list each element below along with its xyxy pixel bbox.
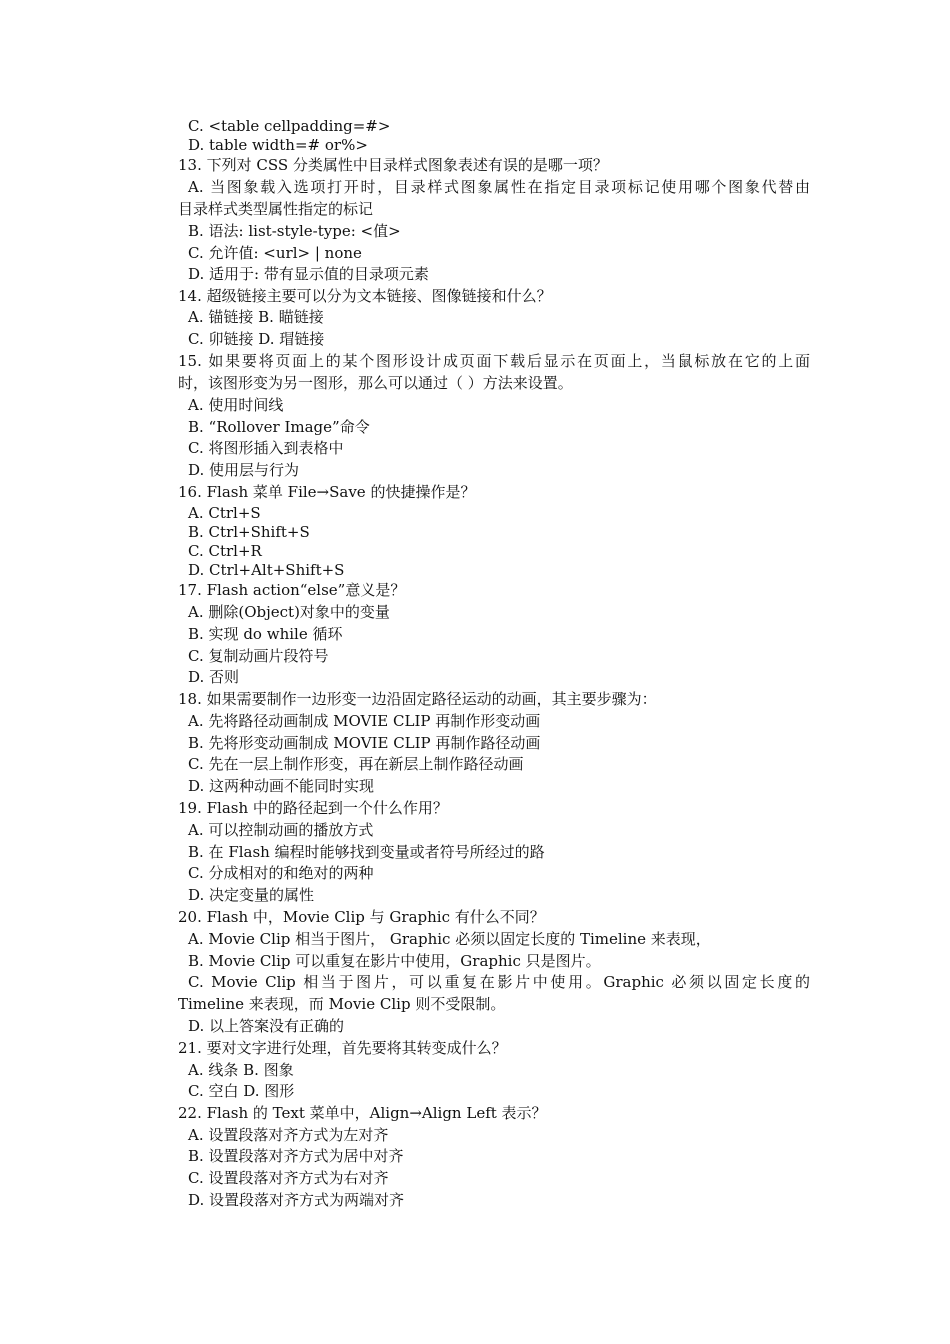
text-line: D. 设置段落对齐方式为两端对齐 <box>188 1191 405 1209</box>
text-line: B. “Rollover Image”命令 <box>188 418 370 436</box>
text-line: A. 可以控制动画的播放方式 <box>188 821 374 839</box>
text-line: C. 分成相对的和绝对的两种 <box>188 864 374 882</box>
text-line: B. Movie Clip 可以重复在影片中使用，Graphic 只是图片。 <box>188 952 601 970</box>
text-line: A. Ctrl+S <box>188 504 261 522</box>
text-line: A. 线条 B. 图象 <box>188 1061 294 1079</box>
text-line: C. 卯链接 D. 瑁链接 <box>188 330 325 348</box>
text-line: 22. Flash 的 Text 菜单中，Align→Align Left 表示？ <box>178 1104 547 1122</box>
text-line: A. 锚链接 B. 瞄链接 <box>188 308 324 326</box>
text-line: A. Movie Clip 相当于图片， Graphic 必须以固定长度的 Timeline 来表现， <box>188 930 711 948</box>
text-line: 19. Flash 中的路径起到一个什么作用？ <box>178 799 448 817</box>
text-line: C. 空白 D. 图形 <box>188 1082 295 1100</box>
text-line: D. table width=# or%> <box>188 136 368 154</box>
text-line: C. Ctrl+R <box>188 542 262 560</box>
text-line: B. 在 Flash 编程时能够找到变量或者符号所经过的路 <box>188 843 545 861</box>
text-line: C. 复制动画片段符号 <box>188 647 329 665</box>
text-line: Timeline 来表现，而 Movie Clip 则不受限制。 <box>178 995 506 1013</box>
text-line: D. 否则 <box>188 668 240 686</box>
text-line: C. Movie Clip 相当于图片，可以重复在影片中使用。Graphic 必须以固定长度的 <box>188 973 810 991</box>
text-line: 17. Flash action“else”意义是？ <box>178 581 406 599</box>
text-line: C. 设置段落对齐方式为右对齐 <box>188 1169 389 1187</box>
text-line: D. 这两种动画不能同时实现 <box>188 777 375 795</box>
text-line: A. 删除(Object)对象中的变量 <box>188 603 390 621</box>
text-line: 21. 要对文字进行处理，首先要将其转变成什么？ <box>178 1039 507 1057</box>
text-line: B. 语法: list-style-type: <值> <box>188 222 401 240</box>
text-line: A. 先将路径动画制成 MOVIE CLIP 再制作形变动画 <box>188 712 541 730</box>
text-line: 13. 下列对 CSS 分类属性中目录样式图象表述有误的是哪一项？ <box>178 156 608 174</box>
text-line: 18. 如果需要制作一边形变一边沿固定路径运动的动画，其主要步骤为： <box>178 690 657 708</box>
text-line: A. 当图象载入选项打开时，目录样式图象属性在指定目录项标记使用哪个图象代替由 <box>188 178 810 196</box>
text-line: C. <table cellpadding=#> <box>188 117 391 135</box>
text-line: D. 决定变量的属性 <box>188 886 315 904</box>
text-line: 15. 如果要将页面上的某个图形设计成页面下载后显示在页面上，当鼠标放在它的上面 <box>178 352 810 370</box>
text-line: D. 以上答案没有正确的 <box>188 1017 345 1035</box>
text-line: C. 先在一层上制作形变，再在新层上制作路径动画 <box>188 755 524 773</box>
text-line: C. 允许值: <url> | none <box>188 244 362 262</box>
text-line: A. 设置段落对齐方式为左对齐 <box>188 1126 389 1144</box>
text-line: 16. Flash 菜单 File→Save 的快捷操作是？ <box>178 483 476 501</box>
text-line: D. Ctrl+Alt+Shift+S <box>188 561 345 579</box>
text-line: 20. Flash 中，Movie Clip 与 Graphic 有什么不同？ <box>178 908 545 926</box>
text-line: 目录样式类型属性指定的标记 <box>178 200 374 218</box>
text-line: D. 使用层与行为 <box>188 461 300 479</box>
text-line: C. 将图形插入到表格中 <box>188 439 344 457</box>
text-line: 14. 超级链接主要可以分为文本链接、图像链接和什么？ <box>178 287 552 305</box>
text-line: A. 使用时间线 <box>188 396 284 414</box>
text-line: B. 实现 do while 循环 <box>188 625 343 643</box>
text-line: 时，该图形变为另一图形，那么可以通过（ ）方法来设置。 <box>178 374 573 392</box>
text-line: B. 设置段落对齐方式为居中对齐 <box>188 1147 404 1165</box>
text-line: B. Ctrl+Shift+S <box>188 523 310 541</box>
text-line: D. 适用于: 带有显示值的目录项元素 <box>188 265 429 283</box>
text-line: B. 先将形变动画制成 MOVIE CLIP 再制作路径动画 <box>188 734 541 752</box>
